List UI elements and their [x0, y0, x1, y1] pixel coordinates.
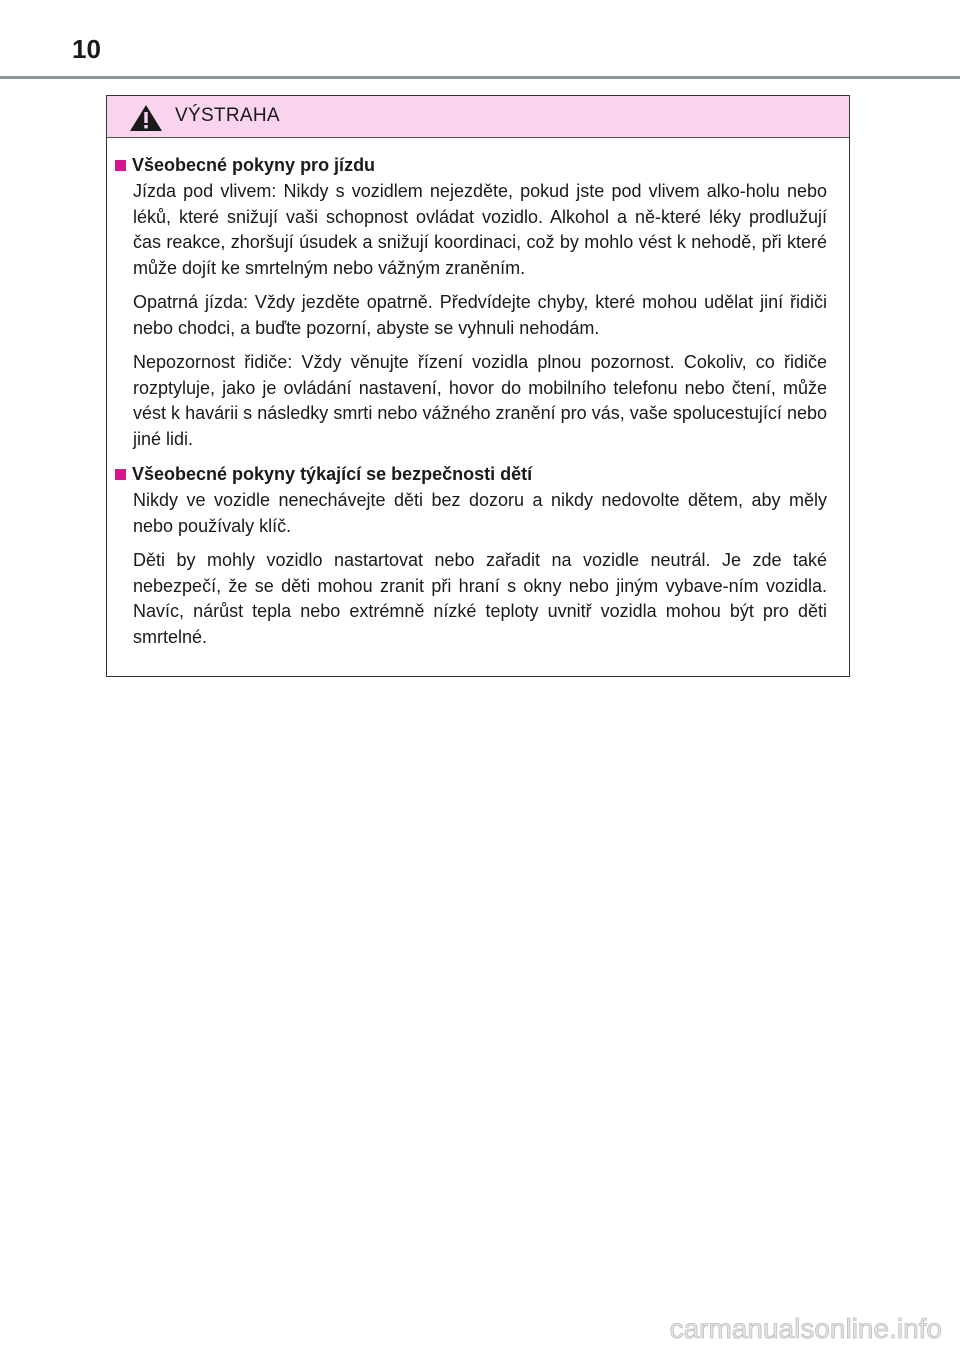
header-rule: [0, 76, 960, 79]
paragraph-child-dangers: Děti by mohly vozidlo nastartovat nebo zařadit na vozidle neutrál. Je zde také nebezpečí, že se děti mohou zranit při hraní s okny nebo jiným vybave-ním vozidla. Navíc, nárůst tepla nebo extrémně nízké teploty uvnitř vozidla mohou být pro děti smrtelné.: [133, 550, 827, 647]
warning-triangle-icon: [129, 104, 163, 132]
paragraph-driver-attention: Nepozornost řidiče: Vždy věnujte řízení vozidla plnou pozornost. Cokoliv, co řidiče rozptyluje, jako je ovládání nastavení, hovor do mobilního telefonu nebo čtení, může vést k havárii s následky smrti nebo vážného zranění pro vás, vaše spolucestující nebo jiné lidi.: [133, 352, 827, 449]
paragraph-unattended-children: Nikdy ve vozidle nenechávejte děti bez dozoru a nikdy nedovolte dětem, aby měly nebo používaly klíč.: [133, 490, 827, 536]
warning-title: VÝSTRAHA: [175, 105, 280, 126]
paragraph-careful-driving: Opatrná jízda: Vždy jezděte opatrně. Předvídejte chyby, které mohou udělat jiní řidiči nebo chodci, a buďte pozorní, abyste se vyhnuli nehodám.: [133, 292, 827, 338]
section-driving: [115, 152, 827, 452]
square-bullet-icon: [115, 469, 126, 480]
section-heading: [115, 461, 827, 487]
section-child-safety: [115, 461, 827, 650]
section-heading-text: Všeobecné pokyny pro jízdu: [132, 155, 376, 175]
watermark-text: carmanualsonline.info: [669, 1313, 942, 1344]
section-heading: [115, 152, 827, 178]
square-bullet-icon: [115, 160, 126, 171]
page-number: 10: [72, 34, 101, 64]
warning-box: [106, 95, 850, 677]
paragraph-influence: Jízda pod vlivem: Nikdy s vozidlem nejezděte, pokud jste pod vlivem alko-holu nebo léků, které snižují vaši schopnost ovládat vozidlo. Alkohol a ně-které léky prodlužují čas reakce, zhoršují úsudek a snižují koordinaci, což by mohlo vést k nehodě, při které může dojít ke smrtelným nebo vážným zraněním.: [133, 181, 827, 278]
warning-header: [107, 96, 849, 138]
section-heading-text: Všeobecné pokyny týkající se bezpečnosti dětí: [132, 464, 533, 484]
warning-body: [107, 138, 849, 650]
